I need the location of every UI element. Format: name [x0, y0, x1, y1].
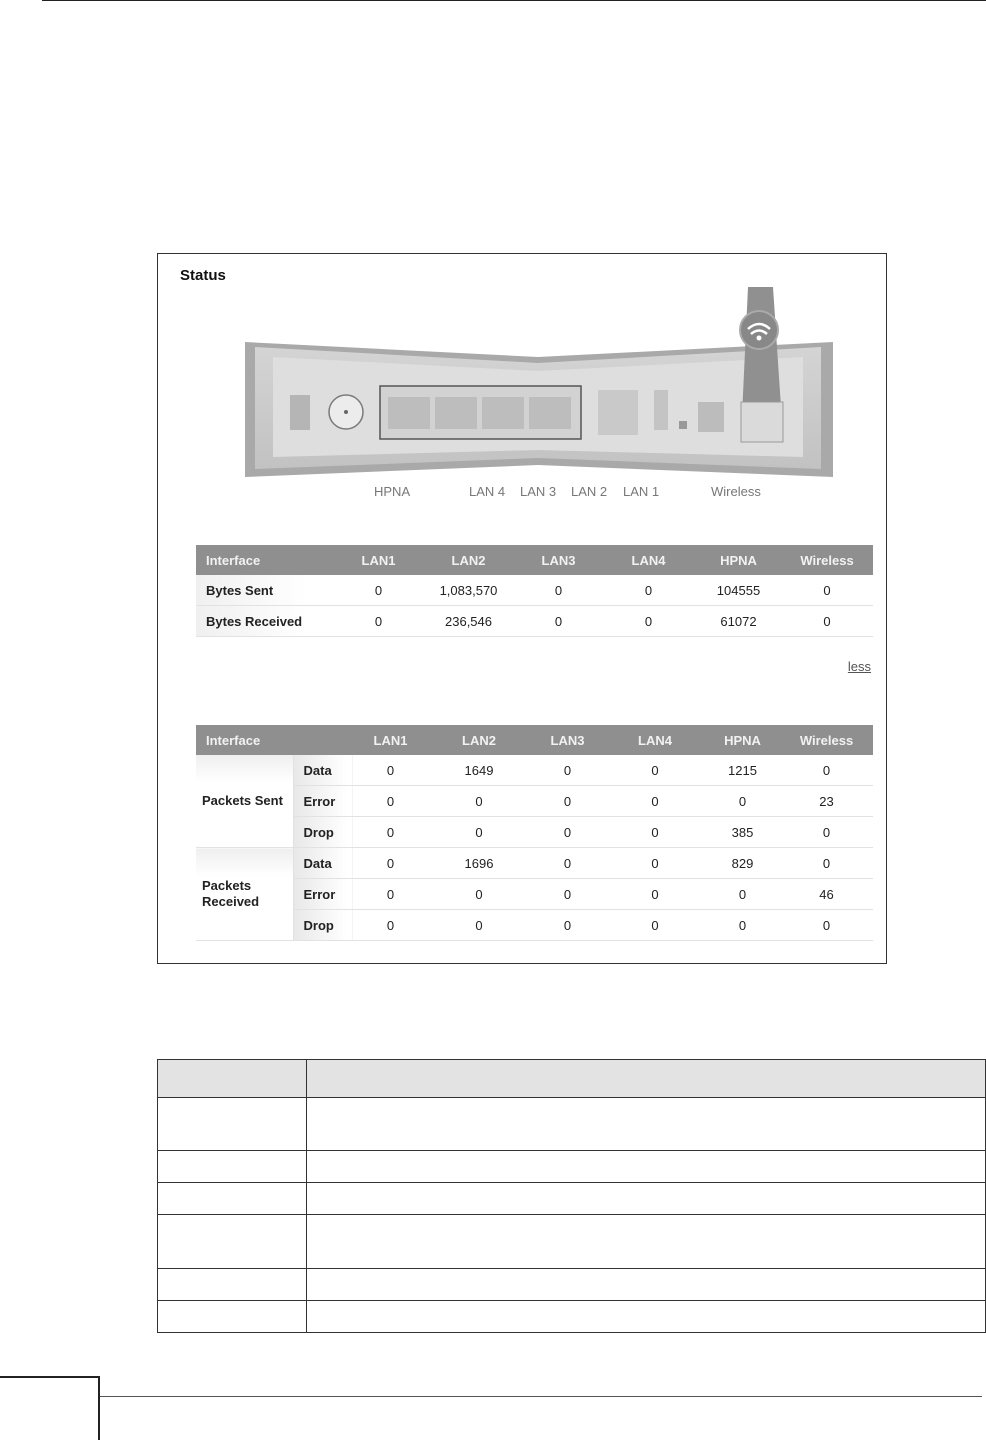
header-cell — [158, 1060, 307, 1098]
cell — [306, 1301, 985, 1333]
column-header: LAN4 — [605, 725, 705, 755]
port-label-lan2: LAN 2 — [571, 484, 608, 499]
cell: 0 — [353, 848, 428, 879]
column-header: LAN1 — [336, 545, 421, 575]
cell: 236,546 — [421, 606, 516, 637]
port-label-lan4: LAN 4 — [469, 484, 506, 499]
cell: 1,083,570 — [421, 575, 516, 606]
column-header: LAN2 — [428, 725, 530, 755]
cell: 0 — [605, 755, 705, 786]
table-header-row — [196, 545, 873, 575]
description-row — [158, 1215, 986, 1269]
cell: 23 — [780, 786, 873, 817]
cell: 0 — [428, 879, 530, 910]
table-row — [196, 817, 873, 848]
cell: 0 — [601, 606, 696, 637]
footer-rule — [100, 1396, 982, 1397]
description-table — [157, 1059, 986, 1333]
cell: 0 — [705, 879, 780, 910]
cell — [306, 1183, 985, 1215]
description-row — [158, 1183, 986, 1215]
column-header: LAN4 — [601, 545, 696, 575]
description-header-row — [158, 1060, 986, 1098]
description-row — [158, 1098, 986, 1151]
port-label-lan1: LAN 1 — [623, 484, 660, 499]
cell: 0 — [530, 755, 605, 786]
cell — [158, 1151, 307, 1183]
description-row — [158, 1301, 986, 1333]
bytes-table — [196, 545, 873, 637]
table-row — [196, 755, 873, 786]
cell: 0 — [516, 606, 601, 637]
row-label: Bytes Sent — [196, 575, 336, 606]
table-row — [196, 879, 873, 910]
cell: 0 — [781, 575, 873, 606]
header-cell — [306, 1060, 985, 1098]
cell — [158, 1183, 307, 1215]
cell: 0 — [353, 879, 428, 910]
cell: 0 — [605, 817, 705, 848]
cell: 0 — [780, 910, 873, 941]
cell: 0 — [516, 575, 601, 606]
port-label-hpna: HPNA — [374, 484, 411, 499]
column-header: LAN1 — [353, 725, 428, 755]
cell: 0 — [780, 817, 873, 848]
cell: 0 — [780, 848, 873, 879]
row-label: Data — [293, 848, 353, 879]
cell: 0 — [705, 910, 780, 941]
port-label-wireless: Wireless — [711, 484, 761, 499]
cell: 0 — [353, 817, 428, 848]
table-row — [196, 848, 873, 879]
cell: 0 — [428, 817, 530, 848]
cell: 0 — [428, 786, 530, 817]
port-label-lan3: LAN 3 — [520, 484, 557, 499]
description-row — [158, 1269, 986, 1301]
cell: 0 — [530, 817, 605, 848]
cell: 0 — [605, 879, 705, 910]
cell: 0 — [605, 848, 705, 879]
cell — [158, 1215, 307, 1269]
group-label-packets-received: Packets Received — [196, 848, 293, 941]
table-header-row — [196, 725, 873, 755]
cell — [306, 1098, 985, 1151]
cell: 0 — [336, 606, 421, 637]
cell: 104555 — [696, 575, 781, 606]
header-rule — [42, 0, 986, 1]
packets-table — [196, 725, 873, 941]
cell: 0 — [705, 786, 780, 817]
column-header: Interface — [196, 725, 353, 755]
cell: 1696 — [428, 848, 530, 879]
page-number-box — [0, 1376, 100, 1440]
cell: 385 — [705, 817, 780, 848]
cell: 0 — [336, 575, 421, 606]
cell — [306, 1269, 985, 1301]
table-row — [196, 575, 873, 606]
cell — [306, 1215, 985, 1269]
cell: 0 — [780, 755, 873, 786]
status-title: Status — [180, 267, 226, 284]
column-header: LAN3 — [530, 725, 605, 755]
cell: 0 — [781, 606, 873, 637]
cell — [158, 1269, 307, 1301]
cell — [306, 1151, 985, 1183]
cell: 0 — [428, 910, 530, 941]
row-label: Error — [293, 786, 353, 817]
cell: 0 — [530, 786, 605, 817]
cell: 0 — [353, 755, 428, 786]
row-label: Data — [293, 755, 353, 786]
cell: 1649 — [428, 755, 530, 786]
description-row — [158, 1151, 986, 1183]
table-row — [196, 910, 873, 941]
cell: 0 — [353, 910, 428, 941]
cell: 46 — [780, 879, 873, 910]
group-label-packets-sent: Packets Sent — [196, 755, 293, 848]
cell: 0 — [530, 848, 605, 879]
row-label: Error — [293, 879, 353, 910]
router-rear-panel-illustration — [243, 287, 833, 487]
row-label: Drop — [293, 817, 353, 848]
cell: 0 — [530, 910, 605, 941]
row-label: Drop — [293, 910, 353, 941]
column-header: HPNA — [696, 545, 781, 575]
status-screen — [157, 253, 887, 964]
cell: 0 — [530, 879, 605, 910]
column-header: HPNA — [705, 725, 780, 755]
cell: 829 — [705, 848, 780, 879]
cell — [158, 1098, 307, 1151]
column-header: Wireless — [780, 725, 873, 755]
column-header: LAN2 — [421, 545, 516, 575]
table-row — [196, 786, 873, 817]
less-link[interactable]: less — [847, 659, 871, 674]
cell: 0 — [353, 786, 428, 817]
cell — [158, 1301, 307, 1333]
cell: 0 — [605, 786, 705, 817]
table-row — [196, 606, 873, 637]
cell: 0 — [605, 910, 705, 941]
column-header: Wireless — [781, 545, 873, 575]
row-label: Bytes Received — [196, 606, 336, 637]
column-header: Interface — [196, 545, 336, 575]
cell: 0 — [601, 575, 696, 606]
column-header: LAN3 — [516, 545, 601, 575]
cell: 1215 — [705, 755, 780, 786]
cell: 61072 — [696, 606, 781, 637]
